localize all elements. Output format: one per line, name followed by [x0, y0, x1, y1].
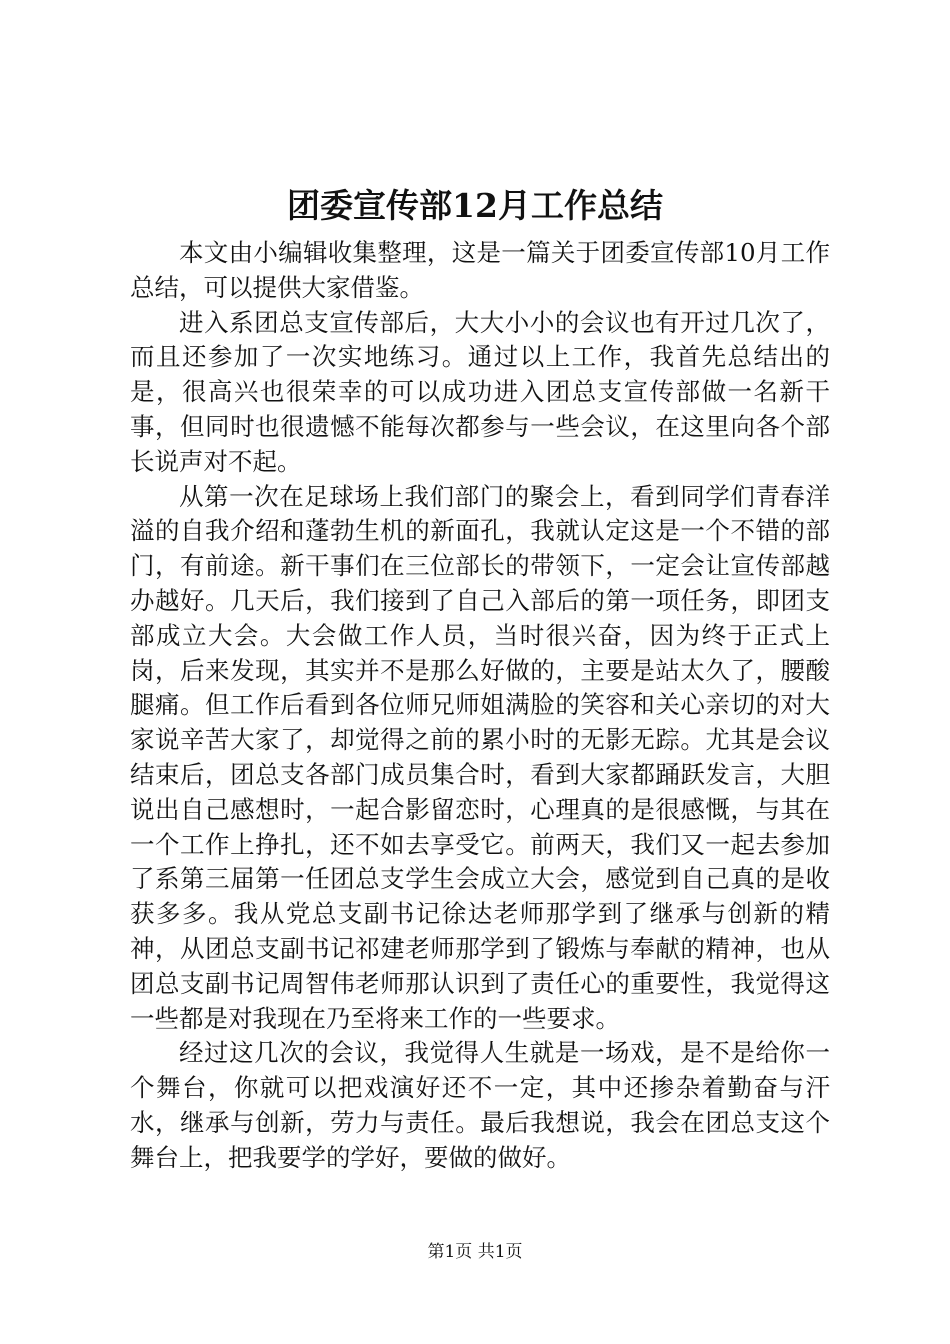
page-number-footer: 第1页 共1页	[427, 1242, 523, 1262]
paragraph-conclusion: 经过这几次的会议，我觉得人生就是一场戏，是不是给你一个舞台，你就可以把戏演好还不一定，其中还掺杂着勤奋与汗水，继承与创新，劳力与责任。最后我想说，我会在团总支这个舞台上，把我要学的学好，要做的做好。	[130, 1038, 830, 1172]
document-body	[130, 236, 830, 1176]
paragraph-joining: 进入系团总支宣传部后，大大小小的会议也有开过几次了，而且还参加了一次实地练习。通过以上工作，我首先总结出的是，很高兴也很荣幸的可以成功进入团总支宣传部做一名新干事，但同时也很遗憾不能每次都参与一些会议，在这里向各个部长说声对不起。	[130, 307, 830, 476]
paragraph-intro: 本文由小编辑收集整理，这是一篇关于团委宣传部10月工作总结，可以提供大家借鉴。	[130, 238, 830, 302]
paragraph-experience: 从第一次在足球场上我们部门的聚会上，看到同学们青春洋溢的自我介绍和蓬勃生机的新面孔，我就认定这是一个不错的部门，有前途。新干事们在三位部长的带领下，一定会让宣传部越办越好。几天后，我们接到了自己入部后的第一项任务，即团支部成立大会。大会做工作人员，当时很兴奋，因为终于正式上岗，后来发现，其实并不是那么好做的，主要是站太久了，腰酸腿痛。但工作后看到各位师兄师姐满脸的笑容和关心亲切的对大家说辛苦大家了，却觉得之前的累小时的无影无踪。尤其是会议结束后，团总支各部门成员集合时，看到大家都踊跃发言，大胆说出自己感想时，一起合影留恋时，心理真的是很感慨，与其在一个工作上挣扎，还不如去享受它。前两天，我们又一起去参加了系第三届第一任团总支学生会成立大会，感觉到自己真的是收获多多。我从党总支副书记徐达老师那学到了继承与创新的精神，从团总支副书记祁建老师那学到了锻炼与奉献的精神，也从团总支副书记周智伟老师那认识到了责任心的重要性，我觉得这一些都是对我现在乃至将来工作的一些要求。	[130, 481, 830, 1033]
document-title: 团委宣传部12月工作总结	[287, 186, 663, 225]
